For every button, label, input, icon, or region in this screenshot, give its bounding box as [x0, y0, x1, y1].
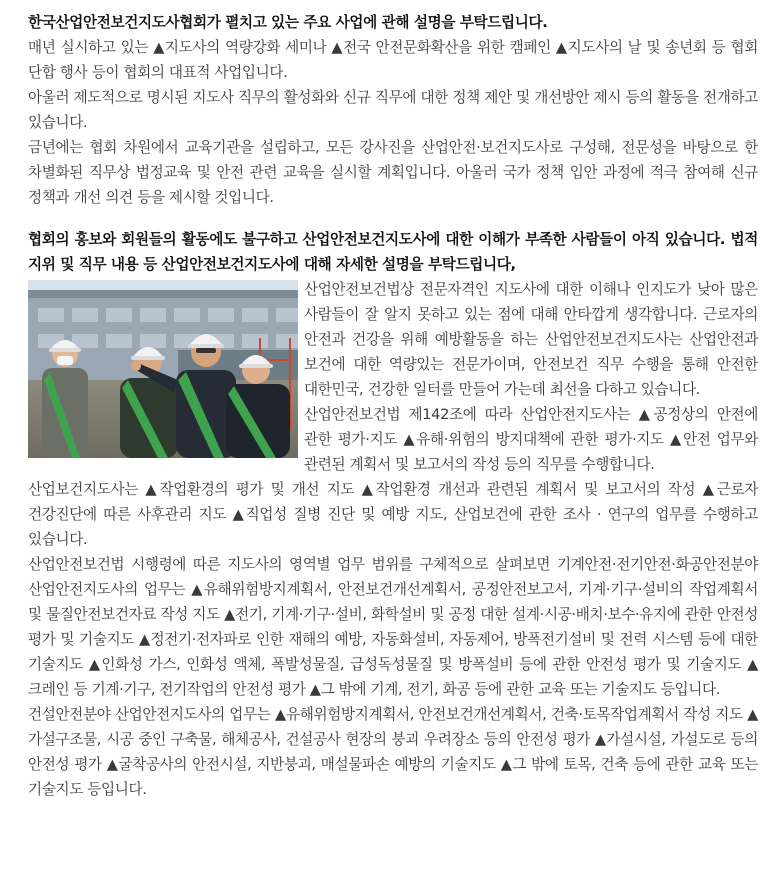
interview-question-2: 협회의 홍보와 회원들의 활동에도 불구하고 산업안전보건지도사에 대한 이해가 부족한 사람들이 아직 있습니다. 법적 지위 및 직무 내용 등 산업안전보건지도사에 대해 자세한 설명을 부탁드립니다, — [28, 231, 758, 273]
article — [28, 10, 758, 802]
site-inspection-photo-icon — [28, 280, 298, 458]
interview-question-1: 한국산업안전보건지도사협회가 펼치고 있는 주요 사업에 관해 설명을 부탁드립니다. — [28, 14, 548, 31]
answer-paragraph: 아울러 제도적으로 명시된 지도사 직무의 활성화와 신규 직무에 대한 정책 제안 및 개선방안 제시 등의 활동을 전개하고 있습니다. — [28, 89, 758, 131]
answer-paragraph: 건설안전분야 산업안전지도사의 업무는 ▲유해위험방지계획서, 안전보건개선계획서, 건축·토목작업계획서 작성 지도 ▲가설구조물, 시공 중인 구축물, 해체공사, 건설공사 현장의 붕괴 우려장소 등의 안전성 평가 ▲가설시설, 가설도로 등의 안전성 평가 ▲굴착공사의 안전시설, 지반붕괴, 매설물파손 예방의 기술지도 ▲그 밖에 토목, 건축 등에 관한 교육 또는 기술지도 등입니다. — [28, 706, 758, 798]
section-spacer — [28, 210, 758, 227]
answer-paragraph: 산업안전보건법 시행령에 따른 지도사의 영역별 업무 범위를 구체적으로 살펴보면 기계안전·전기안전·화공안전분야 산업안전지도사의 업무는 ▲유해위험방지계획서, 안전보건개선계획서, 공정안전보고서, 기계·기구·설비의 작업계획서 및 물질안전보건자료 작성 지도 ▲전기, 기계·기구·설비, 화학설비 및 공정 대한 설계·시공·배치·보수·유지에 관한 안전성 평가 및 기술지도 ▲정전기·전자파로 인한 재해의 예방, 자동화설비, 자동제어, 방폭전기설비 및 전력 시스템 등에 대한 기술지도 ▲인화성 가스, 인화성 액체, 폭발성물질, 급성독성물질 및 방폭설비 등에 관한 안전성 평가 및 기술지도 ▲크레인 등 기계·기구, 전기작업의 안전성 평가 ▲그 밖에 기계, 전기, 화공 등에 관한 교육 또는 기술지도 등입니다. — [28, 556, 758, 698]
answer-paragraph: 금년에는 협회 차원에서 교육기관을 설립하고, 모든 강사진을 산업안전·보건지도사로 구성해, 전문성을 바탕으로 한 차별화된 직무상 법정교육 및 안전 관련 교육을 실시할 계획입니다. 아울러 국가 정책 입안 과정에 적극 참여해 신규 정책과 개선 의견 등을 제시할 것입니다. — [28, 139, 758, 206]
answer-paragraph: 산업안전보건법상 전문자격인 지도사에 대한 이해나 인지도가 낮아 많은 사람들이 잘 알지 못하고 있는 점에 대해 안타깝게 생각합니다. 근로자의 안전과 건강을 위해 예방활동을 하는 산업안전보건지도사는 산업안전과 보건에 대한 역량있는 전문가이며, 안전보건 직무 수행을 통해 안전한 대한민국, 건강한 일터를 만들어 가는데 최선을 다하고 있습니다. — [304, 281, 758, 398]
answer-paragraph: 산업안전보건법 제142조에 따라 산업안전지도사는 ▲공정상의 안전에 관한 평가·지도 ▲유해·위험의 방지대책에 관한 평가·지도 ▲안전 업무와 관련된 계획서 및 보고서의 작성 등의 직무를 수행합니다. — [304, 406, 758, 473]
answer-paragraph: 산업보건지도사는 ▲작업환경의 평가 및 개선 지도 ▲작업환경 개선과 관련된 계획서 및 보고서의 작성 ▲근로자 건강진단에 따른 사후관리 지도 ▲직업성 질병 진단 및 예방 지도, 산업보건에 관한 조사 · 연구의 업무를 수행하고 있습니다. — [28, 481, 758, 548]
answer-paragraph: 매년 실시하고 있는 ▲지도사의 역량강화 세미나 ▲전국 안전문화확산을 위한 캠페인 ▲지도사의 날 및 송년회 등 협회 단합 행사 등이 협회의 대표적 사업입니다. — [28, 39, 758, 81]
